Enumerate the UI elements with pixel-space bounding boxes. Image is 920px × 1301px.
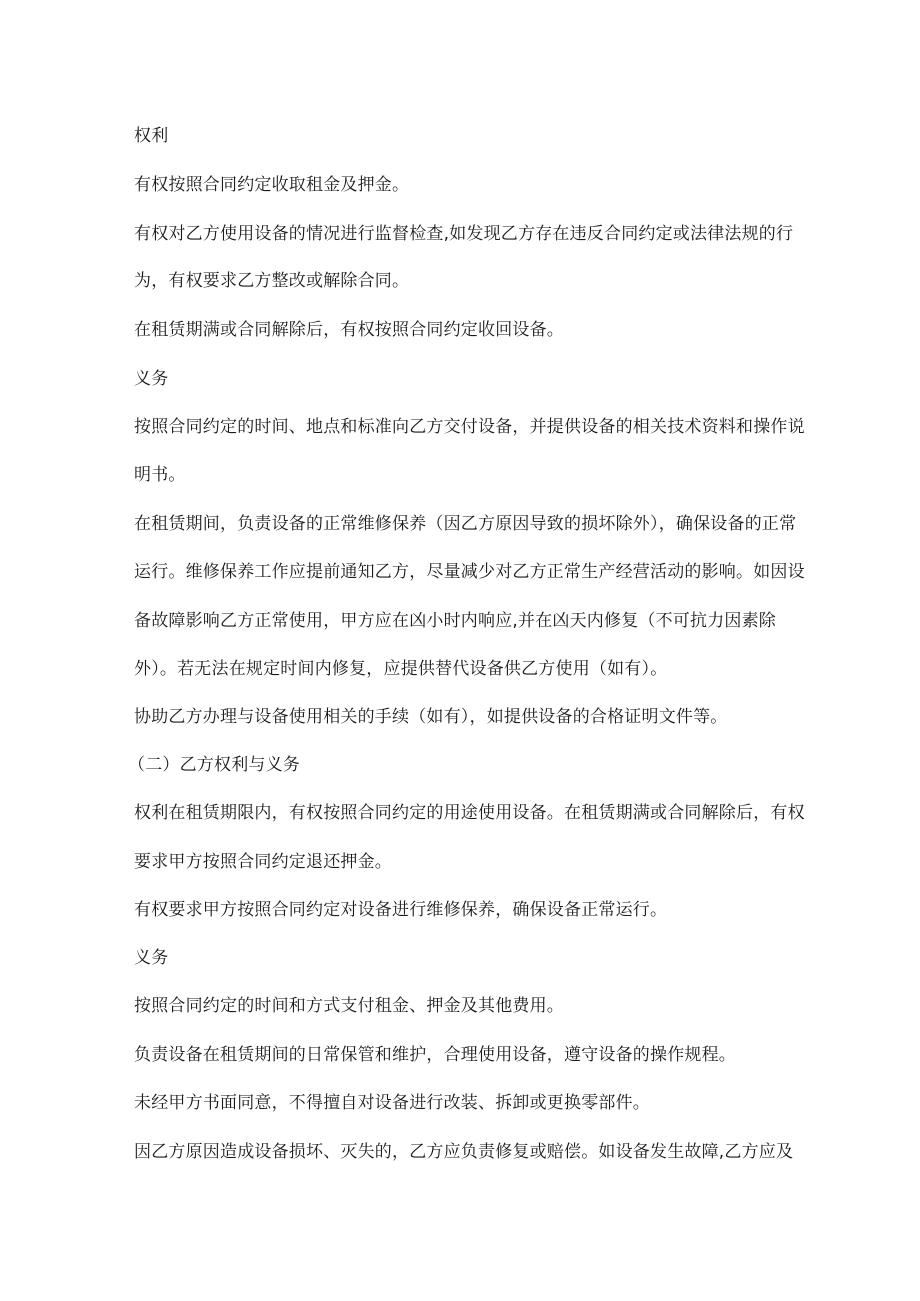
paragraph-line: 在租赁期满或合同解除后，有权按照合同约定收回设备。 [134, 320, 564, 340]
heading-obligations: 义务 [134, 369, 169, 389]
paragraph-line: 未经甲方书面同意，不得擅自对设备进行改装、拆卸或更换零部件。 [134, 1093, 650, 1113]
paragraph-line: 按照合同约定的时间、地点和标准向乙方交付设备，并提供设备的相关技术资料和操作说 [134, 417, 805, 437]
paragraph-line: 备故障影响乙方正常使用，甲方应在凶小时内响应,并在凶天内修复（不可抗力因素除 [134, 611, 777, 631]
heading-obligations: 义务 [134, 948, 169, 968]
paragraph-line: 权利在租赁期限内，有权按照合同约定的用途使用设备。在租赁期满或合同解除后，有权 [134, 803, 805, 823]
paragraph-line: 外）。若无法在规定时间内修复，应提供替代设备供乙方使用（如有）。 [134, 659, 668, 679]
paragraph-line: 按照合同约定的时间和方式支付租金、押金及其他费用。 [134, 996, 564, 1016]
paragraph-line: 负责设备在租赁期间的日常保管和维护，合理使用设备，遵守设备的操作规程。 [134, 1045, 736, 1065]
paragraph-line: 为，有权要求乙方整改或解除合同。 [134, 271, 410, 291]
paragraph-line: 在租赁期间，负责设备的正常维修保养（因乙方原因导致的损坏除外），确保设备的正常 [134, 514, 797, 534]
heading-rights: 权利 [134, 126, 169, 146]
paragraph-line: 运行。维修保养工作应提前通知乙方，尽量减少对乙方正常生产经营活动的影响。如因设 [134, 562, 805, 582]
paragraph-line: 有权要求甲方按照合同约定对设备进行维修保养，确保设备正常运行。 [134, 900, 668, 920]
paragraph-line: 有权对乙方使用设备的情况进行监督检查,如发现乙方存在违反合同约定或法律法规的行 [134, 224, 794, 244]
paragraph-line: 因乙方原因造成设备损坏、灭失的，乙方应负责修复或赔偿。如设备发生故障,乙方应及 [134, 1142, 794, 1162]
paragraph-line: 明书。 [134, 465, 186, 485]
section-heading-party-b: （二）乙方权利与义务 [128, 755, 300, 775]
paragraph-line: 要求甲方按照合同约定退还押金。 [134, 852, 392, 872]
paragraph-line: 有权按照合同约定收取租金及押金。 [134, 175, 410, 195]
paragraph-line: 协助乙方办理与设备使用相关的手续（如有），如提供设备的合格证明文件等。 [134, 707, 728, 727]
